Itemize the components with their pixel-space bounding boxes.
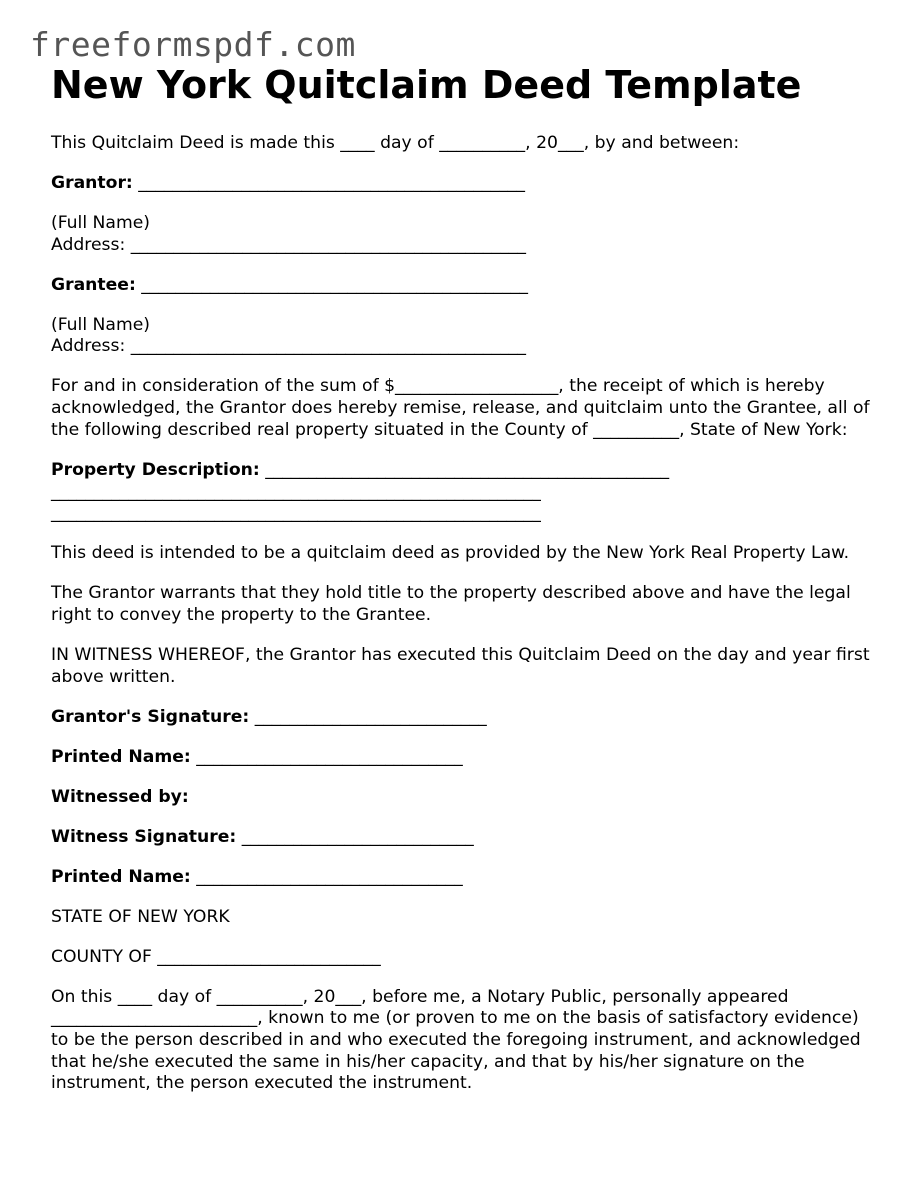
grantor-address-field[interactable]: Address: ______________________________________________ bbox=[51, 234, 527, 255]
property-description-blank[interactable]: _______________________________________________ bbox=[259, 459, 670, 480]
witness-printed-name-field bbox=[51, 867, 881, 889]
witnessed-by-heading bbox=[51, 787, 881, 809]
witness-signature-field bbox=[51, 827, 881, 849]
property-description-line-1 bbox=[51, 460, 881, 482]
grantee-label: Grantee: bbox=[51, 274, 136, 295]
grantor-name-hint: (Full Name) bbox=[51, 213, 150, 233]
grantor-signature-label: Grantor's Signature: bbox=[51, 706, 250, 727]
consideration-paragraph: For and in consideration of the sum of $___________________, the receipt of which is hereby acknowledged, the Grantor does hereby remise, release, and quitclaim unto the Grantee, all of the following described real property situated in the County of __________, State of New York: bbox=[51, 376, 876, 440]
grantor-printed-name-label: Printed Name: bbox=[51, 746, 191, 767]
witness-printed-name-blank[interactable]: _______________________________ bbox=[190, 866, 463, 887]
property-description-line-2[interactable]: _________________________________________________________ bbox=[51, 481, 541, 502]
grantor-printed-name-blank[interactable]: _______________________________ bbox=[190, 746, 463, 767]
intro-paragraph: This Quitclaim Deed is made this ____ day of __________, 20___, by and between: bbox=[51, 133, 740, 153]
site-watermark: freeformspdf.com bbox=[30, 25, 356, 64]
warranty-paragraph: The Grantor warrants that they hold title to the property described above and have the legal right to convey the property to the Grantee. bbox=[51, 583, 857, 625]
county-field[interactable]: COUNTY OF __________________________ bbox=[51, 946, 381, 967]
grantor-blank[interactable]: _____________________________________________ bbox=[132, 173, 525, 193]
grantor-field bbox=[51, 173, 881, 195]
notary-acknowledgment: On this ____ day of __________, 20___, before me, a Notary Public, personally appeared ________________________, known to me (or proven to me on the basis of satisfactory evidence) to be the person described in and who executed the foregoing instrument, and acknowledged that he/she executed the same in his/her capacity, and that by his/her signature on the instrument, the person executed the instrument. bbox=[51, 986, 867, 1094]
grantee-name-hint: (Full Name) bbox=[51, 314, 150, 335]
grantee-address-field[interactable]: Address: ______________________________________________ bbox=[51, 336, 527, 357]
deed-body bbox=[51, 133, 881, 1113]
state-line: STATE OF NEW YORK bbox=[51, 906, 230, 927]
document-title: New York Quitclaim Deed Template bbox=[51, 63, 802, 107]
property-description-label: Property Description: bbox=[51, 459, 260, 480]
grantor-details bbox=[51, 213, 881, 256]
intent-paragraph: This deed is intended to be a quitclaim deed as provided by the New York Real Property Law. bbox=[51, 543, 850, 564]
grantor-signature-blank[interactable]: ___________________________ bbox=[249, 706, 487, 727]
grantee-blank[interactable]: _____________________________________________ bbox=[135, 274, 529, 295]
grantee-details bbox=[51, 315, 881, 358]
property-description-line-3[interactable]: _________________________________________________________ bbox=[51, 503, 541, 524]
witness-printed-name-label: Printed Name: bbox=[51, 866, 191, 887]
grantor-label: Grantor: bbox=[51, 173, 133, 193]
witness-signature-blank[interactable]: ___________________________ bbox=[236, 826, 474, 847]
witnessed-by-label: Witnessed by: bbox=[51, 786, 189, 807]
witness-signature-label: Witness Signature: bbox=[51, 826, 237, 847]
property-description-field bbox=[51, 460, 881, 525]
grantor-printed-name-field bbox=[51, 747, 881, 769]
grantee-field bbox=[51, 275, 881, 297]
grantor-signature-field bbox=[51, 707, 881, 729]
witness-clause-paragraph: IN WITNESS WHEREOF, the Grantor has executed this Quitclaim Deed on the day and year first above written. bbox=[51, 644, 876, 687]
